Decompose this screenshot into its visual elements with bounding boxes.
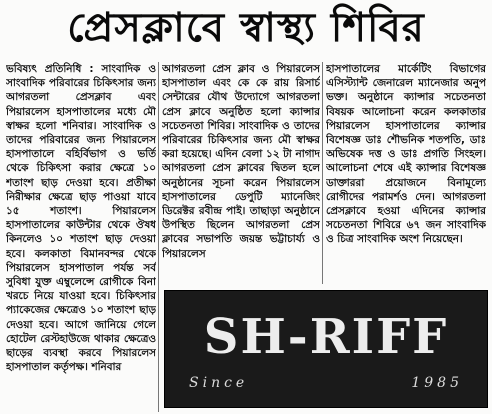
article-text-col3: হাসপাতালের মার্কেটিং বিভাগের এসিস্ট্যান্ট জেনারেল ম্যানেজার অনুপ ভক্ত। অনুষ্ঠানে ক্যান্সার সচেতনতা বিষয়ক আলোচনা করেন কলকাতার পিয়ারলেস হাসপাতালের ক্যান্সার বিশেষজ্ঞ ডাঃ শৌভনিক শতপতি, ডাঃ অভিষেক দত্ত ও ডাঃ প্রগতি সিংহল। আলোচনা শেষে এই ক্যান্সার বিশেষজ্ঞ ডাক্তাররা প্রয়োজনে বিনামূল্যে রোগীদের পরামর্শও দেন। আগরতলা প্রেসক্লাবে হওয়া এদিনের ক্যান্সার সচেতনতা শিবিরে ৬৭ জন সাংবাদিক ও চিত্র সাংবাদিক অংশ নিয়েছেন। <box>326 63 486 246</box>
ad-since-line <box>189 375 463 391</box>
article-column-3 <box>326 62 486 284</box>
article-text-col1: ভবিষ্যৎ প্রতিনিধি : সাংবাদিক ও সাংবাদিক পরিবারের চিকিৎসার জন্য আগরতলা প্রেসক্লাব এবং পিয়ারলেস হাসপাতালের মধ্যে মৌ স্বাক্ষর হলো শনিবার। সাংবাদিক ও তাদের পরিবারের জন্য পিয়ারলেস হাসপাতালে বহির্বিভাগ ও ভর্তি থেকে চিকিৎসা করার ক্ষেত্রে ১০ শতাংশ ছাড় দেওয়া হবে। প্রতীক্ষা নিরীক্ষার ক্ষেত্রে ছাড় পাওয়া যাবে ১৫ শতাংশ। পিয়ারলেস হাসপাতালের কাউন্টার থেকে ঔষধ কিনলেও ১০ শতাংশ ছাড় দেওয়া হবে। কলকাতা বিমানবন্দর থেকে পিয়ারলেস হাসপাতাল পর্যন্ত সর্ব সুবিধা যুক্ত এম্বুলেন্সে রোগীকে বিনা খরচে নিয়ে যাওয়া হবে। চিকিৎসার প্যাকেজের ক্ষেত্রেও ১০ শতাংশ ছাড় দেওয়া হবে। আগে জানিয়ে গেলে হোটেল রেস্টহাউজে থাকার ক্ষেত্রেও ছাড়ের ব্যবস্থা করবে পিয়ারলেস হাসপাতাল কর্তৃপক্ষ। শনিবার <box>6 63 156 374</box>
article-text-col2: আগরতলা প্রেস ক্লাব ও পিয়ারলেস হাসপাতাল এবং কে কে রায় রিসার্চ সেন্টারের যৌথ উদ্যোগে আগরতলা প্রেস ক্লাবে অনুষ্ঠিত হলো ক্যান্সার সচেতনতা শিবির। সাংবাদিক ও তাদের পরিবারের চিকিৎসার জন্য মৌ স্বাক্ষর করা হয়েছে। এদিন বেলা ১২ টা নাগাদ আগরতলা প্রেস ক্লাবের দ্বিতল হলে অনুষ্ঠানের সূচনা করেন পিয়ারলেস হাসপাতালের ডেপুটি ম্যানেজিং ডিরেক্টর রবীন্দ্র পাই। তাছাড়া অনুষ্ঠানে উপস্থিত ছিলেন আগরতলা প্রেস ক্লাবের সভাপতি জয়ন্ত ভট্টাচার্য্য ও পিয়ারলেস <box>162 63 320 260</box>
article-column-1 <box>6 62 156 412</box>
advertisement <box>164 290 488 408</box>
ad-since-year: 1985 <box>411 375 463 391</box>
ad-since-label: Since <box>189 375 249 391</box>
headline: প্রেসক্লাবে স্বাস্থ্য শিবির <box>67 5 425 51</box>
ad-brand-logo: SH-RIFF <box>203 309 449 365</box>
column-divider-1 <box>158 62 159 412</box>
column-divider-2 <box>322 62 323 284</box>
article-column-2 <box>162 62 320 284</box>
